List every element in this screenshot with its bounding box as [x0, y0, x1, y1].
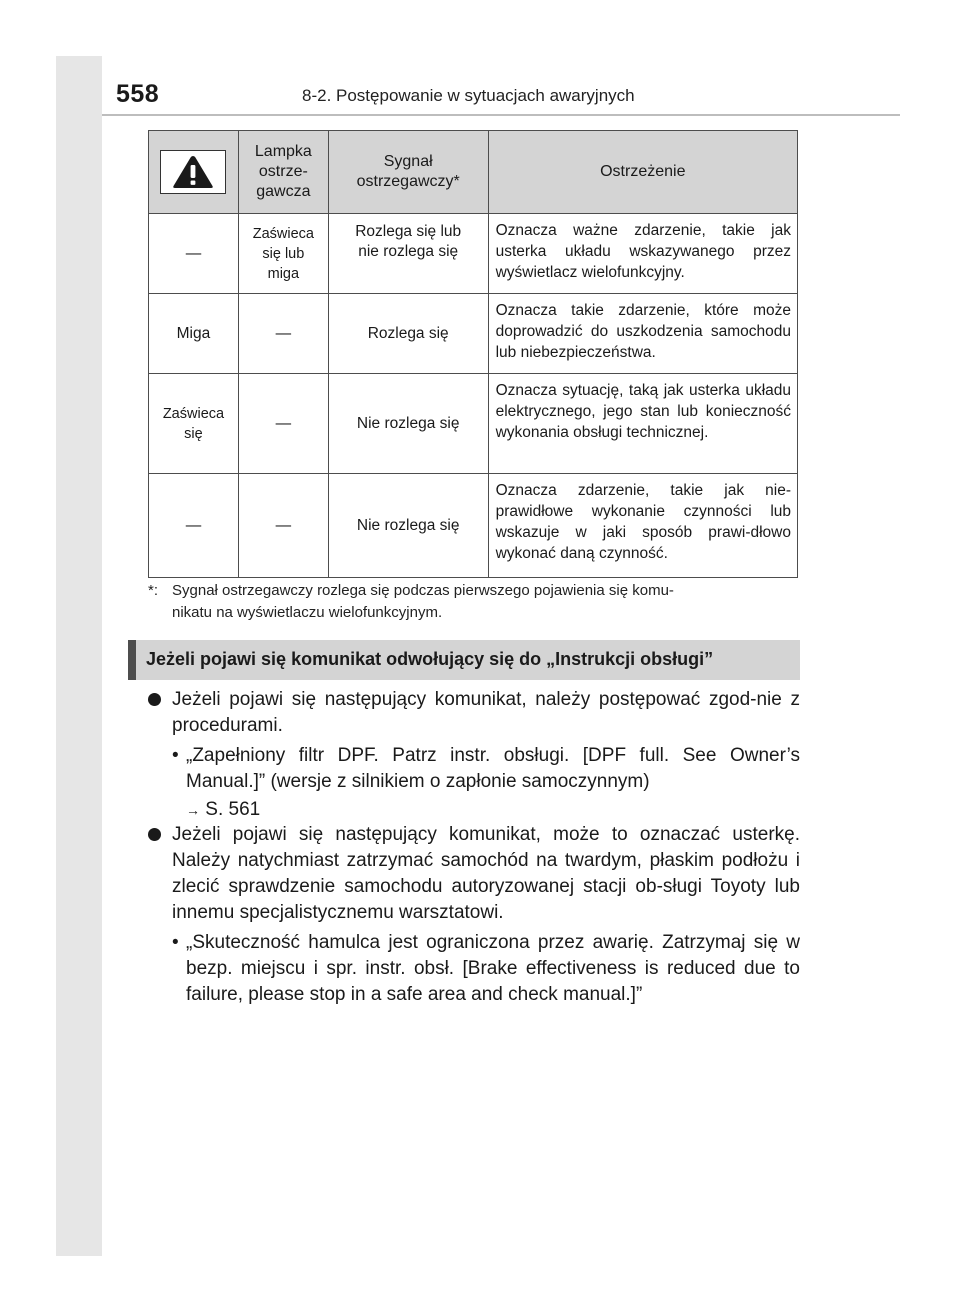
table-row — [149, 214, 798, 294]
warning-triangle-icon — [160, 150, 226, 194]
sub-bullet-item — [148, 743, 800, 795]
cell-warning: Oznacza sytuację, taką jak usterka układu elektrycznego, jego stan lub konieczność wykonania obsługi technicznej. — [488, 374, 797, 474]
cell-master: — — [149, 214, 239, 294]
sub-bullet-item — [148, 930, 800, 1008]
bullet-dot-icon — [148, 693, 161, 706]
sub-bullet-text: „Skuteczność hamulca jest ograniczona przez awarię. Zatrzymaj się w bezp. miejscu i spr. instr. obsł. [Brake effectiveness is reduced due to failure, please stop in a safe area and check manual.]” — [186, 932, 800, 1005]
header-buzzer: Sygnał ostrzegawczy* — [328, 131, 488, 214]
bullet-item — [148, 822, 800, 926]
bullet-text: Jeżeli pojawi się następujący komunikat, należy postępować zgod-nie z procedurami. — [172, 689, 800, 736]
bullet-dot-icon — [148, 828, 161, 841]
footnote-mark: *: — [148, 582, 159, 599]
cell-warning: Oznacza zdarzenie, takie jak nie-prawidłowe wykonanie czynności lub wskazuje w jaki sposób prawi-dłowo wykonać daną czynność. — [488, 474, 797, 578]
cell-warning: Oznacza ważne zdarzenie, takie jak usterka układu wskazywanego przez wyświetlacz wielofunkcyjny. — [488, 214, 797, 294]
cell-buzzer: Rozlega się — [328, 294, 488, 374]
cell-lamp: — — [238, 294, 328, 374]
cell-buzzer: Nie rozlega się — [328, 474, 488, 578]
bullet-block-1 — [148, 687, 800, 823]
cell-lamp: — — [238, 374, 328, 474]
arrow-icon: → — [186, 802, 200, 818]
cell-master: — — [149, 474, 239, 578]
header-rule — [102, 114, 900, 116]
cell-lamp: — — [238, 474, 328, 578]
warning-table — [148, 130, 798, 578]
table-row — [149, 294, 798, 374]
banner-title: Jeżeli pojawi się komunikat odwołujący się do „Instrukcji obsługi” — [146, 649, 714, 669]
page-header — [102, 78, 902, 114]
header-warning: Ostrzeżenie — [488, 131, 797, 214]
header-lamp: Lampka ostrze- gawcza — [238, 131, 328, 214]
table-footnote — [148, 580, 800, 624]
cell-master: Zaświeca się — [149, 374, 239, 474]
cell-warning: Oznacza takie zdarzenie, które może doprowadzić do uszkodzenia samochodu lub niebezpieczeństwa. — [488, 294, 797, 374]
bullet-item — [148, 687, 800, 739]
cell-lamp: Zaświeca się lub miga — [238, 214, 328, 294]
page-reference — [148, 797, 800, 823]
section-banner — [128, 640, 800, 680]
footnote-line2: nikatu na wyświetlaczu wielofunkcyjnym. — [172, 604, 443, 621]
table-row — [149, 474, 798, 578]
sub-bullet-icon: • — [172, 932, 179, 953]
header-icon-cell — [149, 131, 239, 214]
footnote-line1: Sygnał ostrzegawczy rozlega się podczas pierwszego pojawienia się komu- — [172, 582, 674, 599]
table-header-row — [149, 131, 798, 214]
cell-buzzer: Rozlega się lub nie rozlega się — [328, 214, 488, 294]
section-title: 8-2. Postępowanie w sytuacjach awaryjnych — [302, 86, 635, 105]
sub-bullet-text: „Zapełniony filtr DPF. Patrz instr. obsługi. [DPF full. See Owner’s Manual.]” (wersje z silnikiem o zapłonie samoczynnym) — [186, 745, 800, 792]
banner-stripe — [128, 640, 136, 680]
bullet-text: Jeżeli pojawi się następujący komunikat, może to oznaczać usterkę. Należy natychmiast zatrzymać samochód na twardym, płaskim podłożu i zlecić sprawdzenie samochodu autoryzowanej stacji ob-sługi Toyoty lub innemu specjalistycznemu warsztatowi. — [172, 824, 800, 923]
page-number: 558 — [116, 80, 160, 108]
sub-bullet-icon: • — [172, 745, 179, 766]
cell-buzzer: Nie rozlega się — [328, 374, 488, 474]
cell-master: Miga — [149, 294, 239, 374]
reference-text: S. 561 — [205, 799, 261, 820]
bullet-block-2 — [148, 822, 800, 1008]
table-row — [149, 374, 798, 474]
side-band — [56, 56, 102, 1256]
